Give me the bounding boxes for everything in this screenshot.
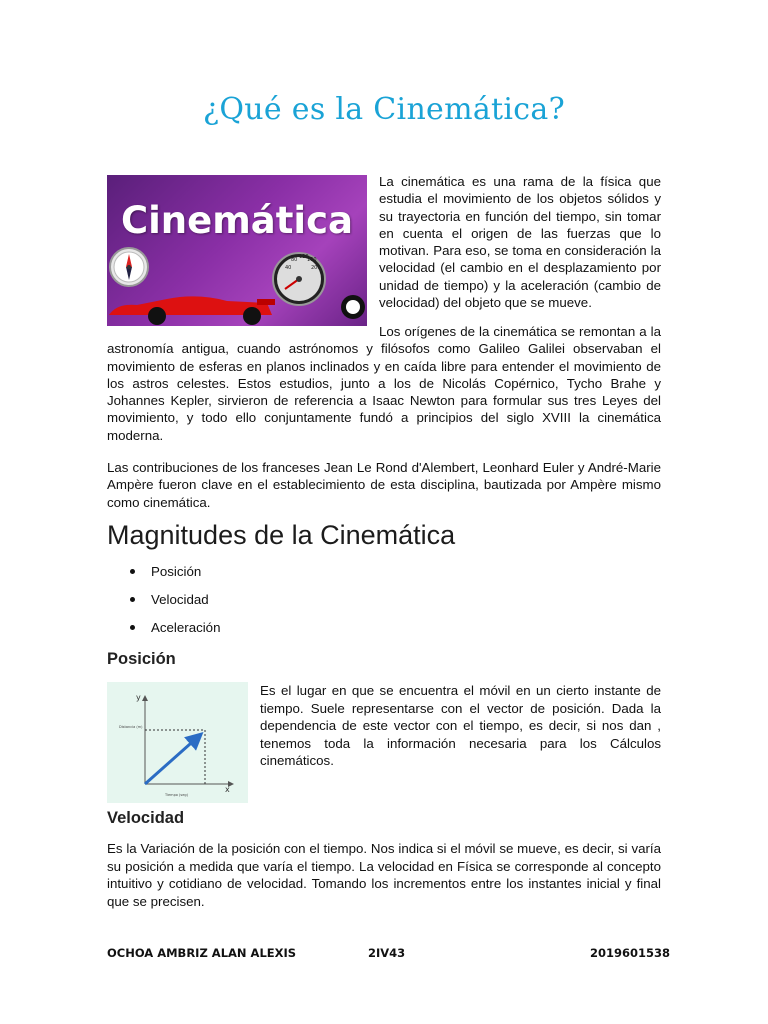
x-label: x: [225, 785, 230, 794]
hero-illustration: [107, 175, 367, 326]
posicion-paragraph: Es el lugar en que se encuentra el móvil en un cierto instante de tiempo. Suele representarse con el vector de posición. Dada la dependencia de este vector con el tiempo, es decir, si nos dan , tenemos toda la información necesaria para los Cálculos cinemáticos.: [260, 683, 661, 768]
list-item: [130, 620, 220, 635]
list-item-label: Velocidad: [151, 592, 209, 607]
footer-id: 2019601538: [590, 946, 671, 960]
text-wrap-spacer: [107, 323, 379, 340]
origins-paragraph: [107, 323, 661, 444]
position-vector-plot: [107, 682, 248, 803]
hero-word: Cinemática: [120, 199, 354, 242]
bullet-icon: [130, 569, 135, 574]
y-label: y: [136, 693, 141, 702]
y-axis-title: Distancia (m): [119, 725, 143, 729]
speedo-tick: 200: [311, 265, 321, 271]
speedo-tick: 80: [291, 257, 298, 263]
x-axis-title: Tiempo (seg): [165, 793, 188, 797]
footer-name: OCHOA AMBRIZ ALAN ALEXIS: [107, 946, 297, 960]
speedo-tick: 160: [307, 257, 317, 263]
list-item: [130, 564, 201, 579]
list-item: [130, 592, 209, 607]
speedo-tick: 120: [299, 254, 309, 260]
position-vector-arrow: [145, 736, 199, 784]
speedometer-icon: [273, 253, 325, 305]
page-title: ¿Qué es la Cinemática?: [203, 92, 565, 127]
posicion-heading: Posición: [107, 650, 176, 668]
velocidad-paragraph: Es la Variación de la posición con el tiempo. Nos indica si el móvil se mueve, es decir, si varía su posición a medida que varía el tiempo. La velocidad en Física se corresponde al concepto intuitivo y cotidiano de velocidad. Tomando los incrementos entre los instantes inicial y final que se precisen.: [107, 841, 661, 909]
contributions-paragraph: Las contribuciones de los franceses Jean Le Rond d'Alembert, Leonhard Euler y André-Marie Ampère fueron clave en el establecimiento de esta disciplina, bautizada por Ampère mismo como cinemática.: [107, 460, 661, 510]
velocidad-heading: Velocidad: [107, 809, 185, 827]
race-car-icon: [107, 296, 275, 325]
head-logo-icon: [341, 295, 365, 319]
intro-paragraph: La cinemática es una rama de la física que estudia el movimiento de los objetos sólidos y su trayectoria en función del tiempo, sin tomar en cuenta el origen de las fuerzas que lo motivan. Para eso, se toma en consideración la velocidad (el cambio en el desplazamiento por unidad de tiempo) y la aceleración (cambio de velocidad) del objeto que se mueve.: [379, 174, 661, 311]
list-item-label: Aceleración: [151, 620, 221, 635]
position-vector-diagram: [107, 682, 248, 803]
origins-text: Los orígenes de la cinemática se remontan a la astronomía antigua, cuando astrónomos y filósofos como Galileo Galilei observaban el movimiento de esferas en planos inclinados y en caída libre para entender el movimiento de los astros celestes. Estos estudios, junto a los de Nicolás Copérnico, Tycho Brahe y Johannes Kepler, sirvieron de referencia a Isaac Newton para formular sus tres Leyes del movimiento, y todo ello conjuntamente fundó a principios del siglo XVIII la cinemática moderna.: [107, 324, 661, 443]
bullet-icon: [130, 625, 135, 630]
speedo-tick: 40: [285, 265, 292, 271]
list-item-label: Posición: [151, 564, 202, 579]
compass-icon: [110, 248, 148, 286]
footer-group: 2IV43: [368, 946, 406, 960]
bullet-icon: [130, 597, 135, 602]
magnitudes-heading: Magnitudes de la Cinemática: [107, 520, 456, 550]
cinematica-hero-image: [107, 175, 367, 326]
